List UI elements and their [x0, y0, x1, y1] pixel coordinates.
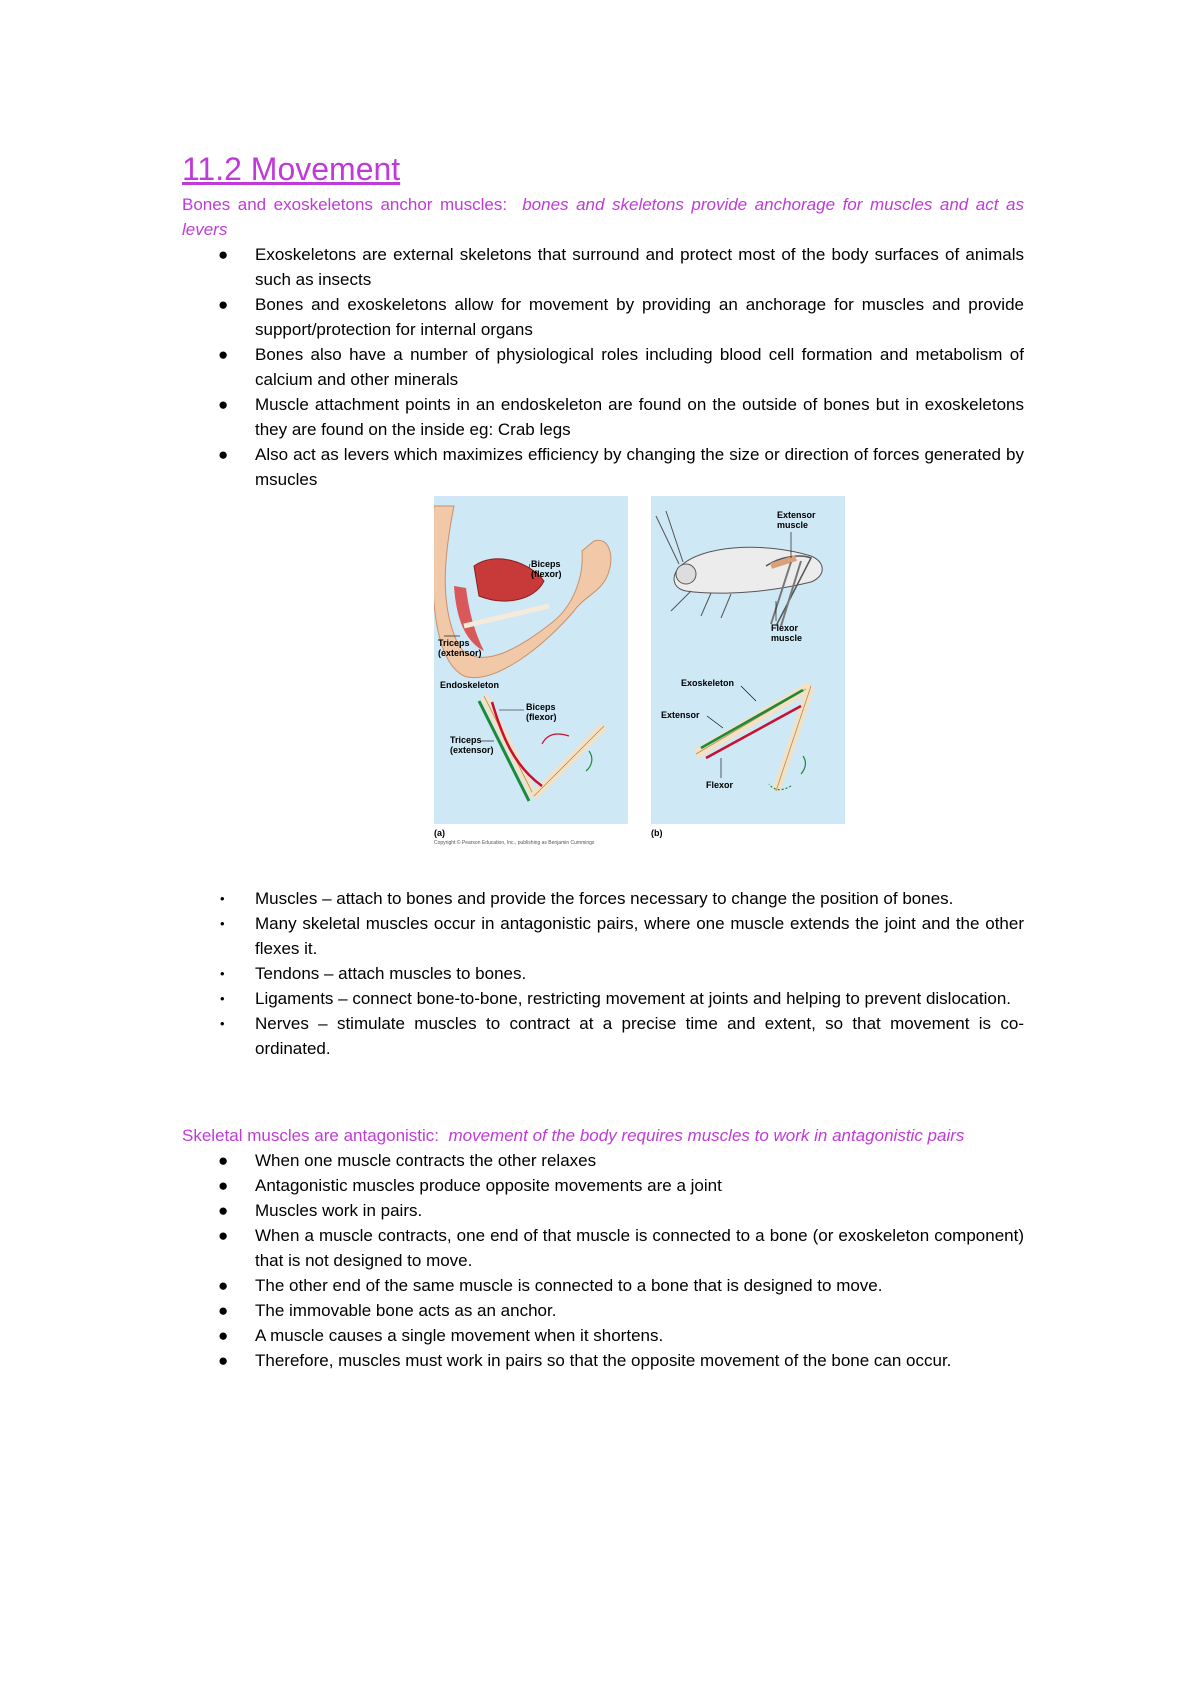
bullet-icon: • — [220, 966, 225, 981]
section-title: 11.2 Movement — [182, 151, 401, 187]
list-item: ● Exoskeletons are external skeletons that surround and protect most of the body surfaces of animals such as insects — [182, 242, 1024, 292]
section2-subheading — [182, 1123, 1024, 1148]
list-item: • Muscles – attach to bones and provide the forces necessary to change the position of bones. — [182, 886, 1024, 911]
bullet-icon: ● — [218, 1201, 229, 1220]
list-item: • Many skeletal muscles occur in antagonistic pairs, where one muscle extends the joint and the other flexes it. — [182, 911, 1024, 961]
list-item: ● The immovable bone acts as an anchor. — [182, 1298, 1024, 1323]
list-item: • Nerves – stimulate muscles to contract at a precise time and extent, so that movement is co-ordinated. — [182, 1011, 1024, 1061]
label-triceps-schematic: Triceps — [450, 735, 482, 745]
section1-bullet-list — [182, 242, 1024, 492]
list-item: ● Also act as levers which maximizes efficiency by changing the size or direction of forces generated by msucles — [182, 442, 1024, 492]
section1-label: Bones and exoskeletons anchor muscles: — [182, 195, 508, 214]
label-flexor-muscle: Flexor — [771, 623, 799, 633]
bullet-icon: ● — [218, 1326, 229, 1345]
bullet-icon: • — [220, 916, 225, 931]
figure-panel-exoskeleton — [651, 496, 845, 824]
list-item: ● Muscles work in pairs. — [182, 1198, 1024, 1223]
spacer — [182, 1061, 1024, 1123]
bullet-icon: ● — [218, 1226, 229, 1245]
label-triceps: Triceps — [438, 638, 470, 648]
section1-extra-bullet-list — [182, 886, 1024, 1061]
bullet-icon: ● — [218, 295, 229, 314]
arm-diagram-svg — [434, 496, 628, 824]
figure-panel-endoskeleton — [434, 496, 628, 824]
label-exoskeleton: Exoskeleton — [681, 678, 735, 688]
muscle-skeleton-figure — [182, 496, 1024, 876]
list-item: ● When a muscle contracts, one end of that muscle is connected to a bone (or exoskeleton component) that is not designed to move. — [182, 1223, 1024, 1273]
section1-description: bones and skeletons provide anchorage for muscles and act as levers — [182, 195, 1024, 239]
figure-letter-b: (b) — [651, 828, 663, 838]
bullet-icon: ● — [218, 395, 229, 414]
bullet-icon: ● — [218, 1151, 229, 1170]
bullet-icon: ● — [218, 245, 229, 264]
list-item: ● When one muscle contracts the other relaxes — [182, 1148, 1024, 1173]
label-triceps-sub: (extensor) — [438, 648, 482, 658]
document-content — [182, 150, 1024, 1373]
label-flexor: Flexor — [706, 780, 734, 790]
list-item: ● A muscle causes a single movement when it shortens. — [182, 1323, 1024, 1348]
insect-diagram-svg — [651, 496, 845, 824]
list-item: ● Therefore, muscles must work in pairs so that the opposite movement of the bone can occur. — [182, 1348, 1024, 1373]
list-item: • Ligaments – connect bone-to-bone, restricting movement at joints and helping to prevent dislocation. — [182, 986, 1024, 1011]
section1-subheading — [182, 192, 1024, 242]
label-flexor-muscle-sub: muscle — [771, 633, 803, 643]
bullet-icon: ● — [218, 445, 229, 464]
label-biceps-schematic-sub: (flexor) — [526, 712, 557, 722]
label-biceps-schematic: Biceps — [526, 702, 556, 712]
section2-bullet-list — [182, 1148, 1024, 1373]
list-item: ● The other end of the same muscle is connected to a bone that is designed to move. — [182, 1273, 1024, 1298]
bullet-icon: • — [220, 891, 225, 906]
label-extensor: Extensor — [661, 710, 700, 720]
bullet-icon: ● — [218, 1351, 229, 1370]
bullet-icon: • — [220, 1016, 225, 1031]
label-biceps-sub: (flexor) — [531, 569, 562, 579]
label-biceps: Biceps — [531, 559, 561, 569]
list-item: ● Muscle attachment points in an endoskeleton are found on the outside of bones but in exoskeletons they are found on the inside eg: Crab legs — [182, 392, 1024, 442]
list-item: ● Bones and exoskeletons allow for movement by providing an anchorage for muscles and provide support/protection for internal organs — [182, 292, 1024, 342]
section2-label: Skeletal muscles are antagonistic: — [182, 1126, 440, 1145]
list-item: ● Antagonistic muscles produce opposite movements are a joint — [182, 1173, 1024, 1198]
label-extensor-muscle-sub: muscle — [777, 520, 809, 530]
figure-letter-a: (a) — [434, 828, 445, 838]
label-extensor-muscle: Extensor — [777, 510, 816, 520]
bullet-icon: • — [220, 991, 225, 1006]
bullet-icon: ● — [218, 1176, 229, 1195]
section2-description: movement of the body requires muscles to work in antagonistic pairs — [448, 1126, 965, 1145]
label-endoskeleton: Endoskeleton — [440, 680, 500, 690]
bullet-icon: ● — [218, 345, 229, 364]
list-item: • Tendons – attach muscles to bones. — [182, 961, 1024, 986]
figure-credit: Copyright © Pearson Education, Inc., publishing as Benjamin Cummings — [434, 840, 595, 846]
label-triceps-schematic-sub: (extensor) — [450, 745, 494, 755]
bullet-icon: ● — [218, 1301, 229, 1320]
bullet-icon: ● — [218, 1276, 229, 1295]
list-item: ● Bones also have a number of physiological roles including blood cell formation and metabolism of calcium and other minerals — [182, 342, 1024, 392]
